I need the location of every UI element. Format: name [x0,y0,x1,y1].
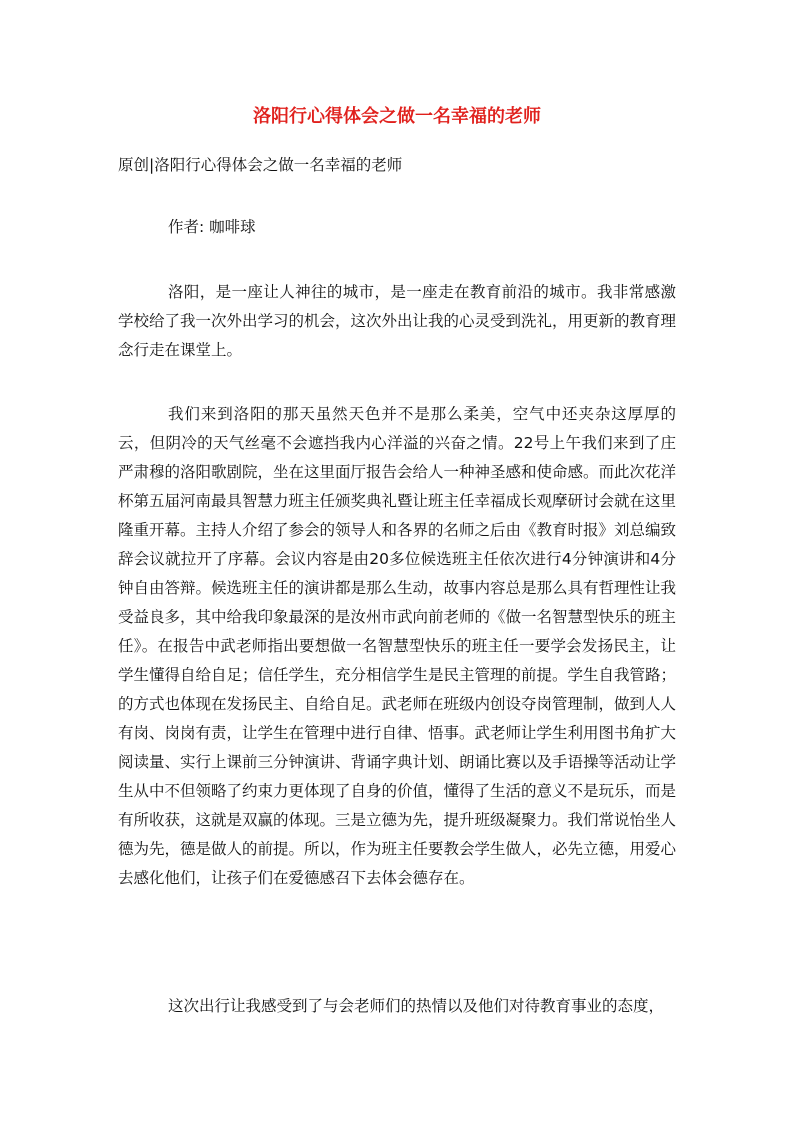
paragraph-reflection: 这次出行让我感受到了与会老师们的热情以及他们对待教育事业的态度， [168,997,665,1015]
document-subtitle: 原创|洛阳行心得体会之做一名幸福的老师 [118,156,403,174]
author-line: 作者: 咖啡球 [168,218,256,236]
paragraph-intro: 洛阳，是一座让人神往的城市，是一座走在教育前沿的城市。我非常感激学校给了我一次外出学习的机会，这次外出让我的心灵受到洗礼，用更新的教育理念行走在课堂上。 [118,283,677,359]
document-title: 洛阳行心得体会之做一名幸福的老师 [253,106,541,127]
paragraph-conference: 我们来到洛阳的那天虽然天色并不是那么柔美，空气中还夹杂这厚厚的云，但阴冷的天气丝毫不会遮挡我内心洋溢的兴奋之情。22号上午我们来到了庄严肃穆的洛阳歌剧院，坐在这里面厅报告会给人一种神圣感和使命感。而此次花洋杯第五届河南最具智慧力班主任颁奖典礼暨让班主任幸福成长观摩研讨会就在这里隆重开幕。主持人介绍了参会的领导人和各界的名师之后由《教育时报》刘总编致辞会议就拉开了序幕。会议内容是由20多位候选班主任依次进行4分钟演讲和4分钟自由答辩。候选班主任的演讲都是那么生动，故事内容总是那么具有哲理性让我受益良多，其中给我印象最深的是汝州市武向前老师的《做一名智慧型快乐的班主任》。在报告中武老师指出要想做一名智慧型快乐的班主任一要学会发扬民主，让学生懂得自给自足；信任学生，充分相信学生是民主管理的前提。学生自我管路；的方式也体现在发扬民主、自给自足。武老师在班级内创设夺岗管理制，做到人人有岗、岗岗有责，让学生在管理中进行自律、悟事。武老师让学生利用图书角扩大阅读量、实行上课前三分钟演讲、背诵字典计划、朗诵比赛以及手语操等活动让学生从中不但领略了约束力更体现了自身的价值，懂得了生活的意义不是玩乐，而是有所收获，这就是双赢的体现。三是立德为先，提升班级凝聚力。我们常说怡坐人德为先，德是做人的前提。所以，作为班主任要教会学生做人，必先立德，用爱心去感化他们，让孩子们在爱德感召下去体会德存在。 [118,405,677,887]
